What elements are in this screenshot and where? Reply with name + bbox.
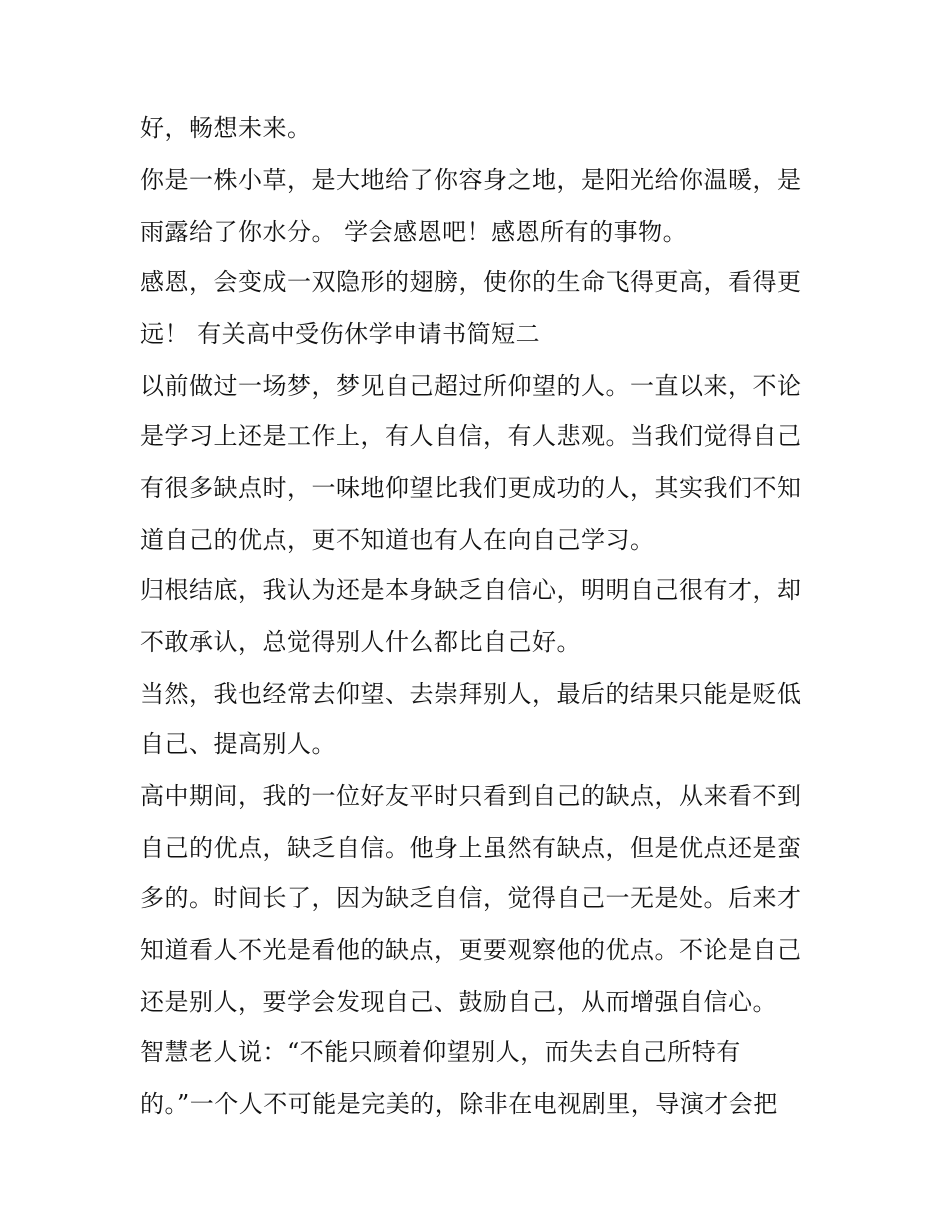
text-line: 自己的优点，缺乏自信。他身上虽然有缺点，但是优点还是蛮: [140, 834, 802, 862]
text-line: 雨露给了你水分。 学会感恩吧！感恩所有的事物。: [140, 218, 688, 246]
text-line: 你是一株小草，是大地给了你容身之地，是阳光给你温暖，是: [140, 166, 802, 194]
text-line: 自己、提高别人。: [140, 730, 336, 758]
text-line: 道自己的优点，更不知道也有人在向自己学习。: [140, 526, 655, 554]
text-line: 智慧老人说：“不能只顾着仰望别人，而失去自己所特有: [140, 1038, 741, 1066]
text-line: 远！ 有关高中受伤休学申请书简短二: [140, 320, 541, 348]
text-line: 高中期间，我的一位好友平时只看到自己的缺点，从来看不到: [140, 782, 802, 810]
text-line: 好，畅想未来。: [140, 114, 312, 142]
text-line: 多的。时间长了，因为缺乏自信，觉得自己一无是处。后来才: [140, 884, 802, 912]
text-line: 感恩，会变成一双隐形的翅膀，使你的生命飞得更高，看得更: [140, 268, 802, 296]
text-line: 不敢承认，总觉得别人什么都比自己好。: [140, 628, 581, 656]
text-line: 有很多缺点时，一味地仰望比我们更成功的人，其实我们不知: [140, 474, 802, 502]
text-line: 知道看人不光是看他的缺点，更要观察他的优点。不论是自己: [140, 936, 802, 964]
text-line: 是学习上还是工作上，有人自信，有人悲观。当我们觉得自己: [140, 422, 802, 450]
text-line: 还是别人，要学会发现自己、鼓励自己，从而增强自信心。: [140, 988, 777, 1016]
text-line: 以前做过一场梦，梦见自己超过所仰望的人。一直以来，不论: [140, 372, 802, 400]
text-line: 归根结底，我认为还是本身缺乏自信心，明明自己很有才，却: [140, 576, 802, 604]
text-line: 当然，我也经常去仰望、去崇拜别人，最后的结果只能是贬低: [140, 680, 802, 708]
text-line: 的。”一个人不可能是完美的，除非在电视剧里，导演才会把: [140, 1090, 778, 1118]
